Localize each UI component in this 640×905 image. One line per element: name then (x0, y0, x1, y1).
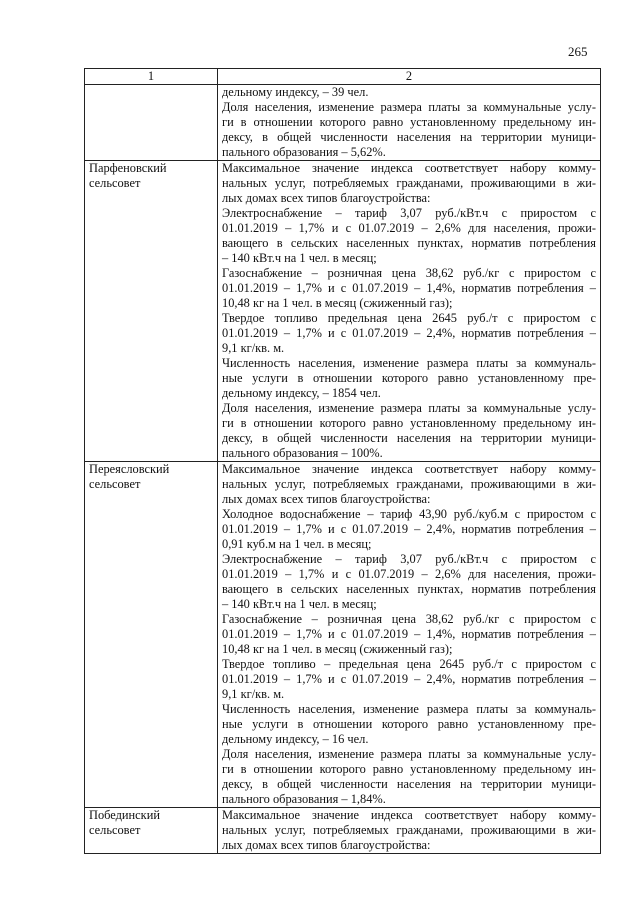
text-line: вающего в сельских населенных пунктах, норматив потребления (222, 582, 596, 596)
text-line: лых домах всех типов благоустройства: (222, 191, 431, 205)
text-line: лых домах всех типов благоустройства: (222, 838, 431, 852)
text-line: Доля населения, изменение размера платы за коммунальные услу- (222, 100, 596, 114)
tariff-description-cell (218, 161, 601, 462)
description-paragraph (222, 85, 596, 100)
description-paragraph (222, 612, 596, 657)
text-line: Доля населения, изменение размера платы за коммунальные услу- (222, 401, 596, 415)
text-line: ные услуги в отношении которого равно установленному пре- (222, 717, 596, 731)
text-line: Максимальное значение индекса соответствует набору комму- (222, 462, 596, 476)
page-number: 265 (568, 44, 588, 59)
municipality-name-line: Переясловский (89, 462, 170, 476)
text-line: дексу, в общей численности населения на территории муници- (222, 431, 596, 445)
text-line: нальных услуг, потребляемых гражданами, проживающими в жи- (222, 176, 596, 190)
text-line: нальных услуг, потребляемых гражданами, проживающими в жи- (222, 477, 596, 491)
municipality-name-line: сельсовет (89, 477, 141, 491)
text-line: 10,48 кг на 1 чел. в месяц (сжиженный газ); (222, 642, 453, 656)
municipality-name-cell (85, 85, 218, 161)
text-line: Электроснабжение – тариф 3,07 руб./кВт.ч с приростом с (222, 552, 596, 566)
text-line: дексу, в общей численности населения на территории муници- (222, 130, 596, 144)
column-header-2: 2 (218, 69, 601, 85)
text-line: дельному индексу, – 39 чел. (222, 85, 369, 99)
text-line: – 140 кВт.ч на 1 чел. в месяц; (222, 251, 377, 265)
text-line: 01.01.2019 – 1,7% и с 01.07.2019 – 2,4%, норматив потребления – (222, 672, 596, 686)
text-line: 01.01.2019 – 1,7% и с 01.07.2019 – 1,4%, норматив потребления – (222, 627, 596, 641)
text-line: 01.01.2019 – 1,7% и с 01.07.2019 – 2,4%, норматив потребления – (222, 522, 596, 536)
text-line: Холодное водоснабжение – тариф 43,90 руб./куб.м с приростом с (222, 507, 596, 521)
description-paragraph (222, 100, 596, 160)
text-line: 01.01.2019 – 1,7% и с 01.07.2019 – 2,6% для населения, прожи- (222, 221, 596, 235)
text-line: дельному индексу, – 1854 чел. (222, 386, 381, 400)
text-line: лых домах всех типов благоустройства: (222, 492, 431, 506)
description-paragraph (222, 552, 596, 612)
municipality-name-cell (85, 808, 218, 854)
municipality-name-line: сельсовет (89, 823, 141, 837)
description-paragraph (222, 507, 596, 552)
table-row (85, 161, 601, 462)
column-header-1: 1 (85, 69, 218, 85)
description-paragraph (222, 356, 596, 401)
text-line: вающего в сельских населенных пунктах, норматив потребления (222, 236, 596, 250)
text-line: Газоснабжение – розничная цена 38,62 руб./кг с приростом с (222, 266, 596, 280)
municipality-name-line: сельсовет (89, 176, 141, 190)
description-paragraph (222, 206, 596, 266)
text-line: Максимальное значение индекса соответствует набору комму- (222, 808, 596, 822)
text-line: пального образования – 1,84%. (222, 792, 386, 806)
description-paragraph (222, 462, 596, 507)
text-line: 9,1 кг/кв. м. (222, 687, 285, 701)
text-line: дексу, в общей численности населения на территории муници- (222, 777, 596, 791)
text-line: ные услуги в отношении которого равно установленному пре- (222, 371, 596, 385)
text-line: дельному индексу, – 16 чел. (222, 732, 369, 746)
table-row (85, 808, 601, 854)
table-row (85, 462, 601, 808)
description-paragraph (222, 266, 596, 311)
text-line: нальных услуг, потребляемых гражданами, проживающими в жи- (222, 823, 596, 837)
text-line: Доля населения, изменение размера платы за коммунальные услу- (222, 747, 596, 761)
text-line: ги в отношении которого равно установленному предельному ин- (222, 416, 596, 430)
municipality-name-line: Побединский (89, 808, 160, 822)
text-line: – 140 кВт.ч на 1 чел. в месяц; (222, 597, 377, 611)
municipality-name-line: Парфеновский (89, 161, 167, 175)
description-paragraph (222, 401, 596, 461)
municipal-index-table (84, 68, 601, 854)
description-paragraph (222, 747, 596, 807)
text-line: Численность населения, изменение размера платы за коммуналь- (222, 356, 596, 370)
text-line: 0,91 куб.м на 1 чел. в месяц; (222, 537, 372, 551)
table-row (85, 85, 601, 161)
tariff-description-cell (218, 808, 601, 854)
text-line: Максимальное значение индекса соответствует набору комму- (222, 161, 596, 175)
tariff-description-cell (218, 85, 601, 161)
text-line: 01.01.2019 – 1,7% и с 01.07.2019 – 2,4%, норматив потребления – (222, 326, 596, 340)
description-paragraph (222, 657, 596, 702)
text-line: ги в отношении которого равно установленному предельному ин- (222, 762, 596, 776)
text-line: 10,48 кг на 1 чел. в месяц (сжиженный газ); (222, 296, 453, 310)
description-paragraph (222, 311, 596, 356)
text-line: пального образования – 100%. (222, 446, 383, 460)
text-line: Газоснабжение – розничная цена 38,62 руб./кг с приростом с (222, 612, 596, 626)
municipality-name-cell (85, 462, 218, 808)
municipality-name-cell (85, 161, 218, 462)
text-line: 9,1 кг/кв. м. (222, 341, 285, 355)
text-line: Численность населения, изменение размера платы за коммуналь- (222, 702, 596, 716)
text-line: 01.01.2019 – 1,7% и с 01.07.2019 – 1,4%, норматив потребления – (222, 281, 596, 295)
text-line: Твердое топливо – предельная цена 2645 руб./т с приростом с (222, 657, 596, 671)
description-paragraph (222, 702, 596, 747)
text-line: пального образования – 5,62%. (222, 145, 386, 159)
text-line: Электроснабжение – тариф 3,07 руб./кВт.ч с приростом с (222, 206, 596, 220)
description-paragraph (222, 808, 596, 853)
text-line: ги в отношении которого равно установленному предельному ин- (222, 115, 596, 129)
text-line: Твердое топливо предельная цена 2645 руб./т с приростом с (222, 311, 596, 325)
text-line: 01.01.2019 – 1,7% и с 01.07.2019 – 2,6% для населения, прожи- (222, 567, 596, 581)
tariff-description-cell (218, 462, 601, 808)
table-header-row (85, 69, 601, 85)
description-paragraph (222, 161, 596, 206)
